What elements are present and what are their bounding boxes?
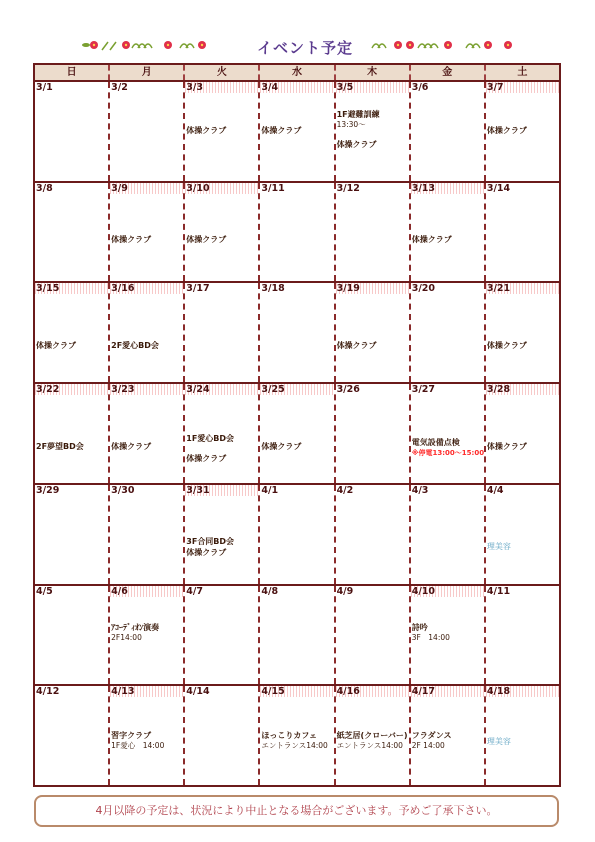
day-cell: [486, 586, 559, 685]
day-cell: [336, 686, 411, 785]
event-entry: 体操クラブ: [111, 234, 152, 244]
title-bar: [0, 34, 595, 60]
week-row: [35, 485, 559, 586]
event-entry: 3F合同BD会: [186, 536, 235, 546]
event-entry: 体操クラブ: [36, 341, 76, 351]
event-entry: 体操クラブ: [186, 234, 227, 244]
event-entry: 体操クラブ: [411, 234, 452, 244]
weekday-wed: 水: [260, 65, 335, 80]
day-cell: [260, 384, 335, 483]
day-number: 4/4: [486, 484, 504, 496]
flower-garland-right-icon: [370, 34, 530, 56]
day-number: 4/12: [36, 686, 60, 698]
day-number: 3/5: [336, 82, 409, 93]
day-cell: [260, 183, 335, 282]
day-number: 3/17: [186, 283, 210, 295]
day-cell: [110, 384, 185, 483]
day-cell: [35, 384, 110, 483]
day-number: 4/13: [110, 686, 183, 697]
event-entry: 体操クラブ: [336, 341, 377, 351]
event-entry: フラダンス: [411, 731, 452, 741]
day-cell: [185, 82, 260, 181]
weekday-mon: 月: [110, 65, 185, 80]
event-entry: 1F愛心 14:00: [111, 741, 165, 751]
event-entry: 3F 14:00: [411, 632, 450, 642]
day-number: 3/30: [111, 484, 135, 496]
event-entry: 習字クラブ: [111, 731, 152, 741]
day-number: 4/1: [261, 484, 279, 496]
day-number: 3/27: [411, 384, 436, 396]
day-cell: [35, 586, 110, 685]
page-title: イベント予定: [256, 39, 353, 57]
day-number: 3/8: [36, 182, 53, 194]
day-number: 3/28: [486, 384, 559, 395]
day-cell: [260, 586, 335, 685]
day-number: 4/5: [36, 585, 53, 597]
day-number: 3/31: [185, 485, 258, 496]
day-cell: [486, 384, 559, 483]
day-cell: [110, 283, 185, 382]
day-number: 3/14: [486, 182, 511, 194]
day-cell: [185, 485, 260, 584]
day-cell: [486, 686, 559, 785]
day-number: 4/18: [486, 686, 559, 697]
day-cell: [411, 586, 486, 685]
day-number: 3/22: [35, 384, 108, 395]
event-entry: 紙芝居(クローバー): [336, 731, 408, 741]
day-cell: [185, 384, 260, 483]
day-cell: [35, 485, 110, 584]
event-entry: 1F愛心BD会: [186, 434, 235, 444]
day-number: 3/13: [411, 183, 484, 194]
week-row: [35, 686, 559, 785]
day-number: 4/7: [186, 585, 203, 597]
day-cell: [35, 82, 110, 181]
day-number: 3/6: [411, 82, 429, 93]
day-cell: [185, 586, 260, 685]
day-cell: [35, 183, 110, 282]
event-entry: 体操クラブ: [261, 126, 302, 135]
event-entry: 2F夢望BD会: [36, 442, 84, 452]
day-cell: [185, 686, 260, 785]
event-entry: エントランス14:00: [261, 741, 328, 751]
event-entry: ※停電13:00～15:00: [411, 449, 485, 458]
day-number: 3/23: [110, 384, 183, 395]
day-cell: [336, 183, 411, 282]
day-cell: [336, 82, 411, 181]
flower-garland-left-icon: [82, 34, 242, 56]
day-cell: [411, 183, 486, 282]
day-number: 4/2: [336, 484, 354, 496]
day-cell: [336, 586, 411, 685]
day-cell: [185, 283, 260, 382]
day-cell: [260, 82, 335, 181]
weekday-sun: 日: [35, 65, 110, 80]
day-cell: [411, 485, 486, 584]
day-cell: [110, 82, 185, 181]
event-entry: 理美容: [486, 541, 511, 551]
day-number: 3/2: [111, 82, 128, 93]
week-row: [35, 586, 559, 687]
day-number: 3/4: [260, 82, 333, 93]
day-number: 3/9: [110, 183, 183, 194]
day-cell: [486, 485, 559, 584]
event-entry: 電気設備点検: [411, 438, 460, 448]
event-entry: 2F愛心BD会: [111, 341, 159, 351]
day-cell: [336, 384, 411, 483]
day-number: 3/11: [261, 182, 285, 194]
day-number: 3/3: [185, 82, 258, 93]
day-cell: [185, 183, 260, 282]
event-entry: 体操クラブ: [261, 442, 302, 452]
event-entry: 理美容: [486, 737, 511, 747]
day-cell: [110, 183, 185, 282]
footer-notice: 4月以降の予定は、状況により中止となる場合がございます。予めご了承下さい。: [34, 795, 559, 827]
day-cell: [260, 485, 335, 584]
day-cell: [486, 283, 559, 382]
day-number: 3/20: [411, 283, 436, 295]
event-entry: 1F避難訓練: [336, 110, 380, 119]
day-cell: [260, 283, 335, 382]
day-number: 3/26: [336, 384, 360, 396]
day-cell: [411, 384, 486, 483]
day-number: 4/3: [411, 484, 429, 496]
event-entry: ほっこりカフェ: [261, 731, 318, 741]
day-number: 3/18: [261, 283, 285, 295]
calendar-grid: [35, 82, 559, 785]
weekday-thu: 木: [336, 65, 411, 80]
day-number: 4/6: [110, 586, 183, 597]
day-number: 3/29: [36, 484, 60, 496]
day-number: 4/11: [486, 585, 511, 597]
event-entry: 2F 14:00: [411, 741, 445, 751]
day-number: 3/19: [336, 283, 409, 294]
event-entry: 体操クラブ: [486, 126, 527, 135]
weekday-tue: 火: [185, 65, 260, 80]
weekday-sat: 土: [517, 67, 528, 78]
event-entry: 詩吟: [411, 622, 428, 632]
day-cell: [336, 485, 411, 584]
weekday-header: [35, 65, 559, 82]
day-cell: [411, 283, 486, 382]
day-cell: [35, 686, 110, 785]
day-number: 3/21: [486, 283, 559, 294]
day-number: 3/10: [185, 183, 258, 194]
event-entry: 2F14:00: [111, 632, 142, 642]
week-row: [35, 183, 559, 284]
day-number: 3/16: [110, 283, 183, 294]
day-number: 3/7: [486, 82, 559, 93]
day-number: 3/1: [36, 82, 53, 93]
day-cell: [486, 183, 559, 282]
event-entry: 体操クラブ: [186, 454, 227, 464]
day-number: 4/15: [260, 686, 333, 697]
week-row: [35, 283, 559, 384]
day-number: 3/24: [185, 384, 258, 395]
day-number: 4/8: [261, 585, 279, 597]
event-entry: ｱｺｰﾃﾞｨｵﾝ演奏: [111, 622, 160, 632]
event-calendar: [33, 63, 561, 787]
day-cell: [486, 82, 559, 181]
weekday-fri: 金: [411, 65, 486, 80]
week-row: [35, 82, 559, 183]
day-number: 3/25: [260, 384, 333, 395]
day-cell: [110, 586, 185, 685]
day-number: 3/12: [336, 182, 360, 194]
day-cell: [35, 283, 110, 382]
day-cell: [411, 686, 486, 785]
event-entry: 体操クラブ: [486, 341, 527, 351]
day-number: 4/14: [186, 686, 210, 698]
day-cell: [110, 485, 185, 584]
day-cell: [260, 686, 335, 785]
day-number: 3/15: [35, 283, 108, 294]
day-number: 4/9: [336, 585, 354, 597]
event-entry: 13:30～: [336, 120, 366, 129]
day-number: 4/17: [411, 686, 484, 697]
week-row: [35, 384, 559, 485]
event-entry: 体操クラブ: [486, 442, 527, 452]
event-entry: 体操クラブ: [186, 126, 227, 135]
day-number: 4/16: [336, 686, 409, 697]
event-entry: エントランス14:00: [336, 741, 403, 751]
day-number: 4/10: [411, 586, 484, 597]
event-entry: 体操クラブ: [111, 442, 152, 452]
day-cell: [336, 283, 411, 382]
day-cell: [411, 82, 486, 181]
day-cell: [110, 686, 185, 785]
event-entry: 体操クラブ: [186, 547, 227, 557]
event-entry: 体操クラブ: [336, 140, 377, 149]
